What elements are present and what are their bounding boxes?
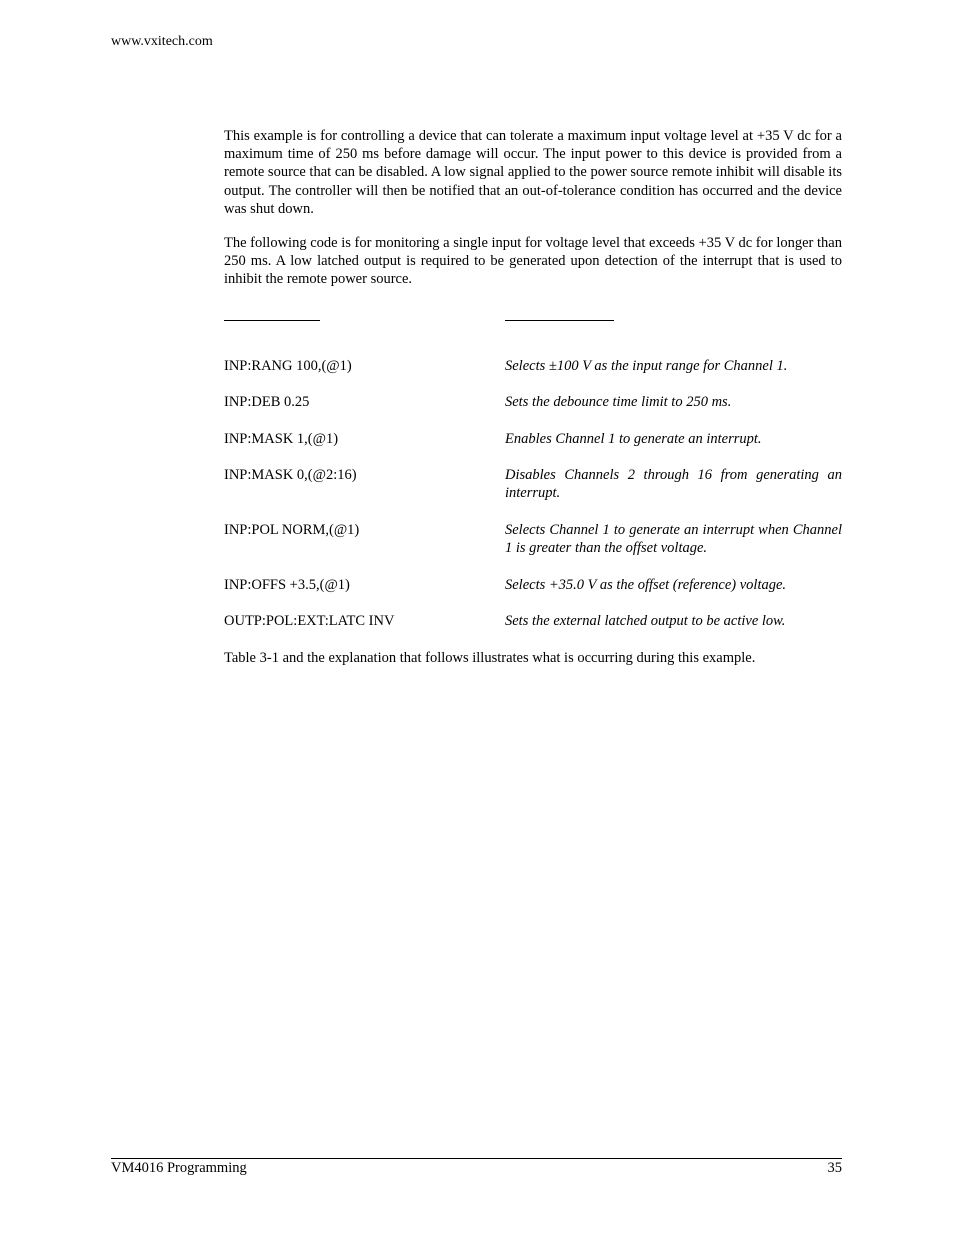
command-text: INP:RANG 100,(@1) xyxy=(224,358,352,374)
header-url: www.vxitech.com xyxy=(111,34,213,49)
command-text: INP:OFFS +3.5,(@1) xyxy=(224,577,350,593)
command-column-rule xyxy=(224,320,320,321)
description-column-rule xyxy=(505,320,614,321)
command-description: Disables Channels 2 through 16 from generating an interrupt. xyxy=(505,467,842,502)
command-text: INP:MASK 0,(@2:16) xyxy=(224,467,357,483)
page-number: 35 xyxy=(827,1160,842,1176)
command-description: Sets the external latched output to be active low. xyxy=(505,613,786,629)
command-description: Sets the debounce time limit to 250 ms. xyxy=(505,394,732,410)
command-description: Selects ±100 V as the input range for Channel 1. xyxy=(505,358,788,374)
footer-divider xyxy=(111,1158,842,1159)
closing-paragraph: Table 3-1 and the explanation that follows illustrates what is occurring during this example. xyxy=(224,650,756,666)
intro-paragraph-1: This example is for controlling a device that can tolerate a maximum input voltage level at +35 V dc for a maximum time of 250 ms before damage will occur. The input power to this device is provided from a remote source that can be disabled. A low signal applied to the power source remote inhibit will disable its output. The controller will then be notified that an out-of-tolerance condition has occurred and the device was shut down. xyxy=(224,128,842,217)
command-text: OUTP:POL:EXT:LATC INV xyxy=(224,613,395,629)
command-description: Selects +35.0 V as the offset (reference) voltage. xyxy=(505,577,787,593)
intro-paragraph-2: The following code is for monitoring a single input for voltage level that exceeds +35 V dc for longer than 250 ms. A low latched output is required to be generated upon detection of the interrupt that is used to inhibit the remote power source. xyxy=(224,235,842,288)
command-text: INP:MASK 1,(@1) xyxy=(224,431,339,447)
command-text: INP:DEB 0.25 xyxy=(224,394,310,410)
command-description: Enables Channel 1 to generate an interrupt. xyxy=(505,431,762,447)
footer-title: VM4016 Programming xyxy=(111,1160,247,1176)
command-text: INP:POL NORM,(@1) xyxy=(224,522,360,538)
command-description: Selects Channel 1 to generate an interrupt when Channel 1 is greater than the offset voltage. xyxy=(505,522,842,557)
